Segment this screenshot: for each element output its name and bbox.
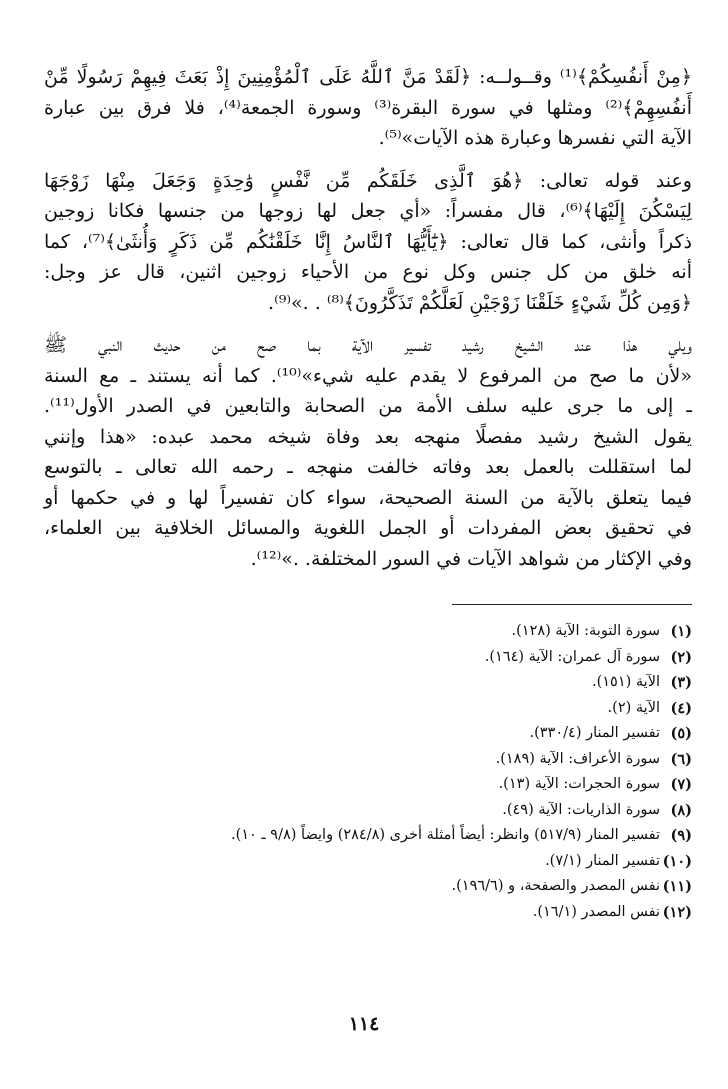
footnote-item [44, 900, 692, 926]
footnote-item [44, 747, 692, 773]
paragraph [44, 330, 692, 574]
footnote-number: (١١) [662, 878, 692, 895]
page-body [44, 62, 692, 925]
footnote-item [44, 670, 692, 696]
text-line: أَنفُسِهِمْ﴾⁽²⁾ ومثلها في سورة البقرة⁽³⁾ وسورة الجمعة⁽⁴⁾، فلا فرق بين عبارة [44, 96, 692, 119]
text-line: ذكراً وأنثى، كما قال تعالى: ﴿يَٰٓأَيُّهَا ٱلنَّاسُ إِنَّا خَلَقْنَٰكُم مِّن ذَكَرٍ وَأُنثَىٰ﴾⁽⁷⁾، كما [44, 230, 692, 253]
footnote-number: (٨) [670, 801, 692, 819]
text-line: وعند قوله تعالى: ﴿هُوَ ٱلَّذِى خَلَقَكُم مِّن نَّفْسٍ وَٰحِدَةٍ وَجَعَلَ مِنْهَا زَوْجَهَا [44, 169, 692, 192]
footnote-number: (٦) [670, 750, 692, 768]
footnote-number: (٥) [670, 725, 692, 742]
footnote-text: الآية (٢). [607, 699, 660, 716]
text-line: يقول الشيخ رشيد مفصلًا منهجه بعد وفاة شيخه محمد عبده: «هذا وإنني [44, 425, 692, 448]
footnote-text: سورة الأعراف: الآية (١٨٩). [495, 750, 660, 767]
paragraph [44, 166, 692, 319]
footnote-number: (١٢) [662, 903, 692, 921]
text-line: في تحقيق بعض المفردات أو الجمل اللغوية والمسائل الخلافية بين العلماء، [44, 517, 692, 539]
footnote-number: (١٠) [662, 852, 692, 870]
footnote-text: سورة آل عمران: الآية (١٦٤). [484, 648, 660, 665]
text-line: ـ إلى ما جرى عليه سلف الأمة من الصحابة والتابعين في الصدر الأول⁽¹¹⁾. [44, 395, 692, 417]
footnote-text: الآية (١٥١). [591, 674, 660, 690]
text-line: وفي الإكثار من شواهد الآيات في السور المختلفة. .»⁽¹²⁾. [250, 547, 692, 570]
footnote-number: (٢) [670, 648, 692, 666]
footnote-text: تفسير المنار (٣٣٠/٤). [529, 725, 660, 741]
text-line: ﴿مِنْ أَنفُسِكُمْ﴾⁽¹⁾ وقــولــه: ﴿لَقَدْ مَنَّ ٱللَّهُ عَلَى ٱلْمُؤْمِنِينَ إِذْ بَعَثَ فِيهِمْ رَسُولًا مِّنْ [44, 66, 692, 88]
footnote-item [44, 874, 692, 900]
text-line: لما استقللت بالعمل بعد وفاته خالفت منهجه ـ رحمه الله تعالى ـ بالتوسع [44, 456, 692, 478]
footnote-text: نفس المصدر (١٦/١). [532, 903, 660, 920]
text-line: ﴿وَمِن كُلِّ شَيْءٍ خَلَقْنَا زَوْجَيْنِ لَعَلَّكُمْ تَذَكَّرُونَ﴾⁽⁸⁾ . .»⁽⁹⁾. [268, 291, 692, 314]
text-line: ويلي هذا عند الشيخ رشيد تفسير الآية بما صح من حديث النبي ﷺ [44, 334, 692, 356]
paragraph [44, 62, 692, 154]
footnote-number: (٣) [670, 674, 692, 691]
footnote-text: تفسير المنار (٥١٧/٩) وانظر: أيضاً أمثلة أخرى (٢٨٤/٨) وايضاً (٩/٨ ـ ١٠). [230, 827, 660, 843]
footnote-item [44, 823, 692, 849]
text-line: لِيَسْكُنَ إِلَيْهَا﴾⁽⁶⁾، قال مفسراً: «أي جعل لها زوجها من جنسها فكانا زوجين [44, 200, 692, 222]
footnote-number: (٤) [670, 699, 692, 717]
footnote-text: سورة التوبة: الآية (١٢٨). [511, 623, 660, 639]
footnote-item [44, 721, 692, 747]
text-line: أنه خلق من كل جنس وكل نوع من الأحياء زوجين اثنين، قال عز وجل: [44, 261, 692, 283]
footnote-item [44, 645, 692, 671]
main-text [44, 62, 692, 574]
footnote-item [44, 696, 692, 722]
text-line: فيما يتعلق بالآية من السنة الصحيحة، سواء كان تفسيراً لها و في حكمها أو [44, 486, 692, 509]
footnote-text: تفسير المنار (٧/١). [545, 852, 660, 869]
footnote-number: (٧) [670, 776, 692, 793]
footnote-item [44, 849, 692, 875]
footnote-text: سورة الذاريات: الآية (٤٩). [502, 801, 660, 818]
footnote-text: نفس المصدر والصفحة، و (١٩٦/٦). [451, 878, 660, 894]
text-line: «لأن ما صح من المرفوع لا يقدم عليه شيء»⁽¹⁰⁾. كما أنه يستند ـ مع السنة [44, 364, 692, 387]
text-line: الآية التي نفسرها وعبارة هذه الآيات»⁽⁵⁾. [378, 127, 692, 149]
footnote-number: (٩) [670, 827, 692, 844]
footnote-text: سورة الحجرات: الآية (١٣). [498, 776, 660, 792]
footnote-list [44, 619, 692, 925]
footnote-item [44, 798, 692, 824]
footnote-divider [452, 604, 692, 605]
page-number: ١١٤ [348, 1013, 380, 1035]
footnote-number: (١) [670, 623, 692, 640]
footnote-item [44, 619, 692, 645]
footnote-item [44, 772, 692, 798]
